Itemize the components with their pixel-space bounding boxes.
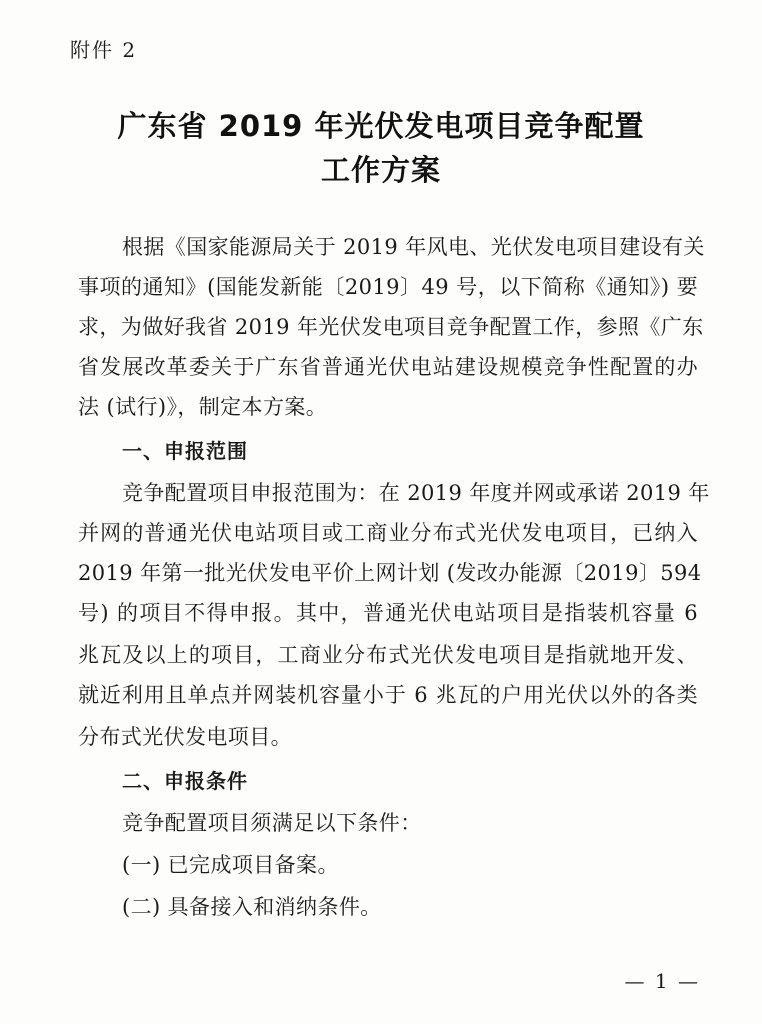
section-line: 号) 的项目不得申报。其中，普通光伏电站项目是指装机容量 6: [78, 601, 698, 625]
section-heading-conditions: 二、申报条件: [122, 769, 248, 793]
attachment-label: 附件 2: [70, 38, 138, 62]
section-line: 2019 年第一批光伏发电平价上网计划 (发改办能源〔2019〕594: [78, 561, 702, 585]
section-heading-scope: 一、申报范围: [122, 439, 248, 463]
intro-line: 根据《国家能源局关于 2019 年风电、光伏发电项目建设有关: [122, 235, 705, 259]
intro-line: 事项的通知》(国能发新能〔2019〕49 号，以下简称《通知》) 要: [78, 275, 698, 299]
intro-line: 法 (试行)》，制定本方案。: [78, 395, 328, 419]
title-line-1: 广东省 2019 年光伏发电项目竞争配置: [117, 109, 645, 143]
section-line: 并网的普通光伏电站项目或工商业分布式光伏发电项目，已纳入: [78, 521, 698, 545]
title-line-2: 工作方案: [320, 153, 441, 187]
intro-line: 省发展改革委关于广东省普通光伏电站建设规模竞争性配置的办: [78, 355, 698, 379]
section-line: (二) 具备接入和消纳条件。: [122, 895, 382, 919]
section-line: 竞争配置项目申报范围为：在 2019 年度并网或承诺 2019 年: [122, 481, 710, 505]
section-line: 分布式光伏发电项目。: [78, 725, 292, 749]
section-line: (一) 已完成项目备案。: [122, 853, 339, 877]
section-line: 就近利用且单点并网装机容量小于 6 兆瓦的户用光伏以外的各类: [78, 683, 698, 707]
section-line: 竞争配置项目须满足以下条件：: [122, 811, 422, 835]
intro-line: 求，为做好我省 2019 年光伏发电项目竞争配置工作，参照《广东: [78, 315, 704, 339]
section-line: 兆瓦及以上的项目，工商业分布式光伏发电项目是指就地开发、: [78, 643, 698, 667]
page-number: — 1 —: [624, 969, 700, 993]
